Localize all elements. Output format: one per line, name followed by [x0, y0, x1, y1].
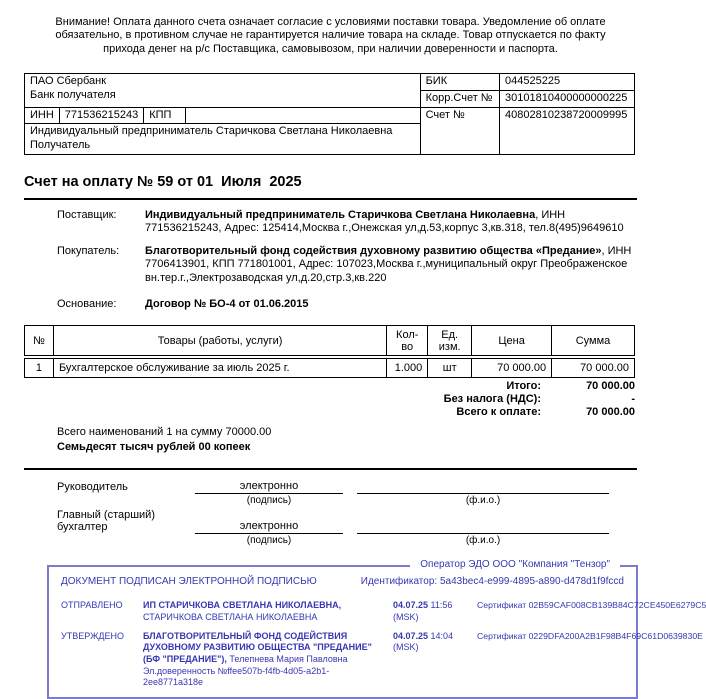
- supplier-value: [145, 209, 635, 236]
- bank-details-table: [24, 73, 635, 155]
- esign-rows: [61, 600, 706, 689]
- esign-title: ДОКУМЕНТ ПОДПИСАН ЭЛЕКТРОННОЙ ПОДПИСЬЮ: [61, 576, 317, 588]
- inn-label: ИНН: [25, 107, 60, 124]
- esign-party-sent: [143, 600, 385, 623]
- signature-divider: [24, 468, 637, 470]
- esign-cert-approved: Сертификат 0229DFA200A2B1F98B4F69C61D0639830E: [477, 630, 703, 641]
- signature-row-director: [57, 480, 637, 507]
- total-row-payable: [24, 406, 635, 419]
- signature-col: [195, 480, 343, 507]
- buyer-row: [57, 245, 637, 285]
- corr-account-value: 30101810400000000225: [500, 90, 635, 107]
- fio-caption: (ф.и.о.): [465, 535, 501, 547]
- col-header-qty: Кол-во: [387, 326, 428, 356]
- esign-header: [61, 576, 624, 587]
- signature-caption: (подпись): [246, 495, 292, 507]
- recipient-caption: Получатель: [30, 139, 91, 152]
- corr-account-label: Корр.Счет №: [420, 90, 499, 107]
- total-label-nds: Без налога (НДС):: [443, 393, 541, 406]
- warning-text: Внимание! Оплата данного счета означает согласие с условиями поставки товара. Уведомление об оплате обязательно, в противном случае не гарантируется наличие товара на складе. Товар отпускается по факту прихода денег на р/с Поставщика, самовывозом, при наличии доверенности и паспорта.: [55, 16, 606, 55]
- signature-value: электронно: [195, 480, 343, 494]
- bank-caption: Банк получателя: [30, 88, 116, 101]
- esign-identifier-label: Идентификатор:: [360, 576, 438, 588]
- item-qty: 1.000: [387, 359, 428, 378]
- esign-identifier-value: 5a43bec4-e999-4895-a890-d478d1f9fccd: [437, 576, 624, 588]
- signature-caption: (подпись): [246, 535, 292, 547]
- esign-date-sent: [393, 600, 469, 623]
- esign-operator: Оператор ЭДО ООО "Компания "Тензор": [410, 559, 620, 570]
- esign-party-person: Телепнева Мария Павловна: [226, 653, 348, 664]
- col-header-unit: Ед. изм.: [428, 326, 472, 356]
- total-label: Итого:: [506, 380, 541, 393]
- fio-line: [357, 520, 609, 534]
- esign-status-approved: УТВЕРЖДЕНО: [61, 630, 125, 641]
- invoice-title: Счет на оплату № 59 от 01 Июля 2025: [24, 173, 302, 190]
- esign-party-approved: [143, 631, 385, 689]
- fio-line: [357, 480, 609, 494]
- esign-status-sent: ОТПРАВЛЕНО: [61, 600, 123, 611]
- item-description: Бухгалтерское обслуживание за июль 2025 г.: [53, 359, 386, 378]
- account-value: 40802810238720009995: [500, 107, 635, 154]
- esign-time: 14:04: [428, 630, 454, 641]
- esign-party-name: БЛАГОТВОРИТЕЛЬНЫЙ ФОНД СОДЕЙСТВИЯ ДУХОВНОМУ РАЗВИТИЮ ОБЩЕСТВА "ПРЕДАНИЕ" (БФ "ПРЕДАНИЕ"),: [143, 630, 372, 664]
- esign-party-name: ИП СТАРИЧКОВА СВЕТЛАНА НИКОЛАЕВНА,: [143, 600, 342, 611]
- recipient-cell: [25, 124, 421, 155]
- supplier-label: Поставщик:: [57, 208, 117, 221]
- bik-label: БИК: [420, 74, 499, 91]
- items-table-header: [24, 325, 635, 356]
- supplier-row: [57, 209, 637, 236]
- title-divider: [24, 198, 637, 200]
- esign-tz: (MSK): [393, 611, 419, 622]
- buyer-name: Благотворительный фонд содействия духовному развитию общества «Предание»: [145, 244, 602, 257]
- summary-block: [57, 425, 637, 454]
- signature-col: [195, 520, 343, 547]
- total-row-itogo: [24, 380, 635, 393]
- signature-value: электронно: [195, 520, 343, 534]
- esign-date: 04.07.25: [393, 600, 429, 611]
- signatures-section: [24, 480, 637, 547]
- esign-time: 11:56: [428, 600, 453, 611]
- recipient-name: Индивидуальный предприниматель Старичкова Светлана Николаевна: [30, 125, 393, 138]
- total-row-nds: [24, 393, 635, 406]
- item-number: 1: [25, 359, 54, 378]
- summary-count: Всего наименований 1 на сумму 70000.00: [57, 426, 272, 439]
- esign-stamp-box: [47, 559, 706, 699]
- esign-identifier: [361, 576, 624, 587]
- account-label: Счет №: [420, 107, 499, 154]
- basis-value: Договор № БО-4 от 01.06.2015: [145, 298, 309, 310]
- fio-col: [357, 520, 609, 547]
- items-table-row: [24, 358, 635, 378]
- fio-caption: (ф.и.о.): [465, 495, 501, 507]
- inn-value: 771536215243: [59, 107, 143, 124]
- fio-col: [357, 480, 609, 507]
- total-value: 70 000.00: [586, 380, 635, 393]
- basis-label: Основание:: [57, 298, 117, 310]
- supplier-details: , ИНН 771536215243, Адрес: 125414,Москва г.,Онежская ул,д.53,корпус 3,кв.318, тел.8(495)9649610: [145, 208, 624, 235]
- bank-name-cell: [25, 74, 421, 108]
- total-value-payable: 70 000.00: [586, 406, 635, 419]
- supplier-name: Индивидуальный предприниматель Старичкова Светлана Николаевна: [145, 208, 536, 221]
- item-unit: шт: [428, 359, 472, 378]
- esign-tz: (MSK): [393, 642, 419, 653]
- col-header-price: Цена: [472, 326, 552, 356]
- col-header-goods: Товары (работы, услуги): [53, 326, 386, 356]
- role-label-director: Руководитель: [57, 481, 128, 494]
- col-header-number: №: [25, 326, 54, 356]
- buyer-value: [145, 245, 635, 285]
- esign-power-of-attorney: Эл.доверенность №ffee507b-f4fb-4d05-a2b1-2ee8771a318e: [143, 665, 330, 688]
- buyer-details: , ИНН 7706413901, КПП 771801001, Адрес: 107023,Москва г.,муниципальный округ Преображенское вн.тер.г.,Электрозаводская ул,д.20,стр.3,кв.220: [145, 244, 632, 284]
- bik-value: 044525225: [500, 74, 635, 91]
- col-header-sum: Сумма: [552, 326, 635, 356]
- item-sum: 70 000.00: [552, 359, 635, 378]
- esign-date: 04.07.25: [393, 630, 429, 641]
- item-price: 70 000.00: [472, 359, 552, 378]
- bank-name: ПАО Сбербанк: [30, 75, 107, 88]
- kpp-value: [185, 107, 420, 124]
- summary-amount-words: Семьдесят тысяч рублей 00 копеек: [57, 440, 251, 453]
- total-label-payable: Всего к оплате:: [456, 406, 541, 419]
- totals-block: [24, 380, 635, 419]
- esign-party-person: СТАРИЧКОВА СВЕТЛАНА НИКОЛАЕВНА: [143, 611, 318, 622]
- role-label-accountant: Главный (старший) бухгалтер: [57, 509, 155, 534]
- kpp-label: КПП: [144, 107, 186, 124]
- total-value-nds: -: [631, 393, 635, 406]
- esign-date-approved: [393, 631, 469, 689]
- signature-row-accountant: [57, 509, 637, 547]
- basis-row: [57, 298, 637, 311]
- esign-cert-sent: Сертификат 02B59CAF008CB139B84C72CE450E6279C5: [477, 600, 706, 611]
- buyer-label: Покупатель:: [57, 244, 120, 257]
